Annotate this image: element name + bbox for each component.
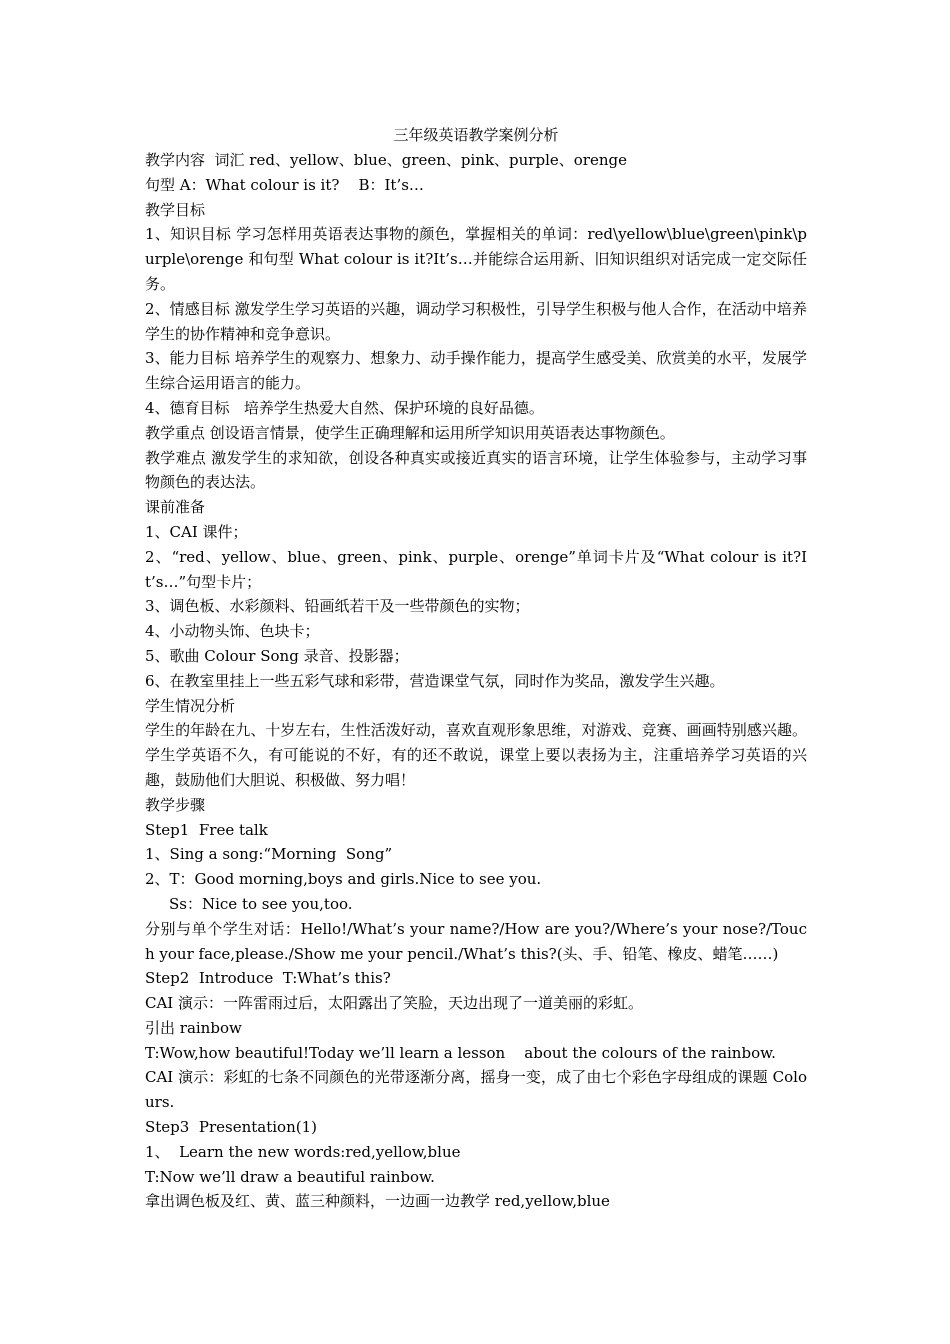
document-paragraph: 2、“red、yellow、blue、green、pink、purple、orenge”单词卡片及“What colour is it?It’s…”句型卡片； — [145, 547, 807, 591]
document-title: 三年级英语教学案例分析 — [393, 126, 559, 144]
document-paragraph: 教学内容 词汇 red、yellow、blue、green、pink、purple、orenge — [145, 151, 627, 169]
document-paragraph: 4、小动物头饰、色块卡； — [145, 622, 320, 641]
document-paragraph: 1、知识目标 学习怎样用英语表达事物的颜色，掌握相关的单词：red\yellow\blue\green\pink\purple\orenge 和句型 What colour is it?It’s…并能综合运用新、旧知识组织对话完成一定交际任务。 — [145, 225, 807, 293]
document-paragraph: CAI 演示：彩虹的七条不同颜色的光带逐渐分离，摇身一变，成了由七个彩色字母组成的课题 Colours. — [145, 1068, 807, 1112]
document-paragraph: 教学目标 — [145, 200, 206, 219]
document-body — [145, 148, 807, 1214]
document-paragraph: 3、能力目标 培养学生的观察力、想象力、动手操作能力，提高学生感受美、欣赏美的水平，发展学生综合运用语言的能力。 — [145, 349, 807, 393]
document-paragraph: Step2 Introduce T:What’s this? — [145, 969, 391, 988]
document-paragraph: 2、T：Good morning,boys and girls.Nice to see you. — [145, 870, 542, 889]
document-paragraph: 3、调色板、水彩颜料、铅画纸若干及一些带颜色的实物； — [145, 597, 530, 616]
document-paragraph: 1、Sing a song:“Morning Song” — [145, 845, 393, 864]
document-paragraph: 2、情感目标 激发学生学习英语的兴趣，调动学习积极性，引导学生积极与他人合作，在活动中培养学生的协作精神和竞争意识。 — [145, 299, 807, 343]
document-paragraph: 5、歌曲 Colour Song 录音、投影器； — [145, 646, 409, 665]
document-paragraph: 课前准备 — [145, 498, 206, 517]
document-paragraph: Step1 Free talk — [145, 820, 268, 839]
document-paragraph: 学生的年龄在九、十岁左右，生性活泼好动，喜欢直观形象思维，对游戏、竞赛、画画特别感兴趣。学生学英语不久，有可能说的不好，有的还不敢说，课堂上要以表扬为主，注重培养学习英语的兴趣，鼓励他们大胆说、积极做、努力唱！ — [145, 721, 807, 789]
document-paragraph: 教学重点 创设语言情景，使学生正确理解和运用所学知识用英语表达事物颜色。 — [145, 423, 675, 442]
document-paragraph: T:Wow,how beautiful!Today we’ll learn a lesson about the colours of the rainbow. — [145, 1043, 776, 1062]
document-paragraph: CAI 演示：一阵雷雨过后，太阳露出了笑脸，天边出现了一道美丽的彩虹。 — [145, 994, 644, 1013]
document-paragraph: 学生情况分析 — [145, 696, 236, 715]
document-paragraph: 句型 A：What colour is it? B：It’s… — [145, 175, 424, 194]
document-paragraph: Ss：Nice to see you,too. — [169, 894, 353, 913]
document-paragraph: 4、德育目标 培养学生热爱大自然、保护环境的良好品德。 — [145, 398, 544, 417]
document-paragraph: 教学步骤 — [145, 795, 206, 814]
document-paragraph: 1、CAI 课件； — [145, 522, 248, 541]
document-paragraph: 分别与单个学生对话：Hello!/What’s your name?/How are you?/Where’s your nose?/Touch your face,please./Show me your pencil./What’s this?(头、手、铅笔、橡皮、蜡笔……) — [145, 919, 807, 963]
document-page — [145, 123, 807, 1214]
document-paragraph: T:Now we’ll draw a beautiful rainbow. — [145, 1167, 435, 1186]
document-paragraph: 教学难点 激发学生的求知欲，创设各种真实或接近真实的语言环境，让学生体验参与，主动学习事物颜色的表达法。 — [145, 448, 807, 492]
document-paragraph: Step3 Presentation(1) — [145, 1118, 317, 1137]
document-paragraph: 6、在教室里挂上一些五彩气球和彩带，营造课堂气氛，同时作为奖品，激发学生兴趣。 — [145, 671, 725, 690]
document-paragraph: 1、 Learn the new words:red,yellow,blue — [145, 1142, 461, 1161]
document-paragraph: 拿出调色板及红、黄、蓝三种颜料，一边画一边教学 red,yellow,blue — [145, 1192, 610, 1211]
document-paragraph: 引出 rainbow — [145, 1018, 242, 1037]
